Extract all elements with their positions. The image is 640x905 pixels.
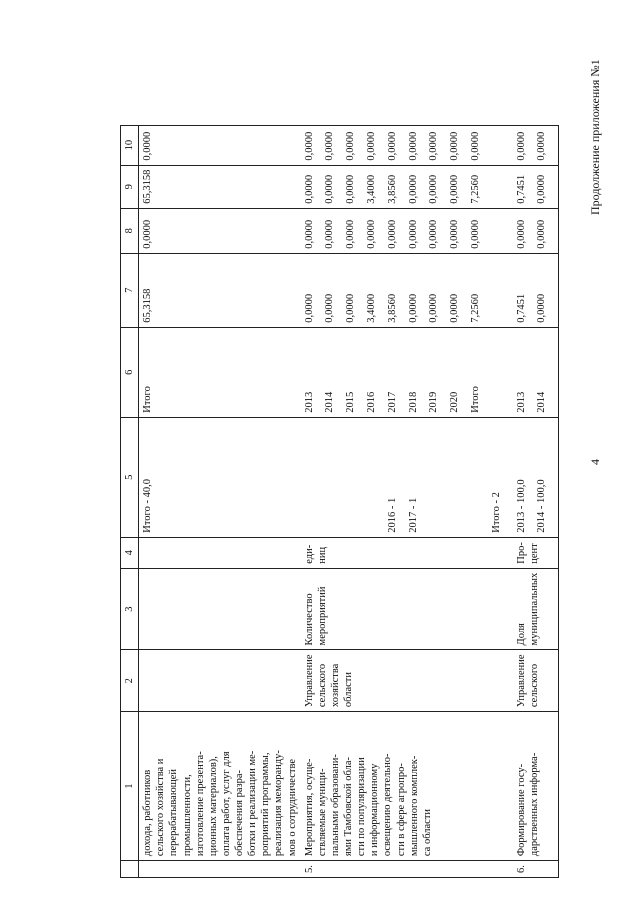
cell-line: 0,0000 bbox=[366, 219, 378, 249]
cell-line: 2018 bbox=[407, 391, 419, 413]
cell-line: 2014 bbox=[324, 391, 336, 413]
cell-line: 0,0000 bbox=[303, 174, 315, 204]
table-cell bbox=[301, 417, 513, 537]
cell-line: муниципальных bbox=[528, 572, 540, 646]
cell-line: 2013 bbox=[515, 391, 527, 413]
cell-line: дохода, работников bbox=[142, 769, 154, 857]
cell-line: 65,3158 bbox=[142, 169, 154, 204]
cell-line: изготовление презента- bbox=[194, 751, 206, 857]
cell-line bbox=[303, 422, 324, 533]
cell-line: 3,4000 bbox=[366, 174, 378, 204]
cell-line: мышленного комплек- bbox=[408, 755, 420, 857]
cell-line: 0,0000 bbox=[324, 131, 336, 161]
cell-line: 2017 - 1 bbox=[407, 497, 419, 533]
cell-line: 0,0000 bbox=[324, 219, 336, 249]
table-cell bbox=[139, 165, 301, 208]
cell-line: еди- bbox=[303, 544, 315, 564]
cell-line: 2013 bbox=[303, 391, 315, 413]
cell-line: 0,7451 bbox=[515, 174, 527, 204]
table-cell bbox=[301, 253, 513, 327]
cell-line: 0,0000 bbox=[515, 131, 527, 161]
cell-line: 0,0000 bbox=[449, 293, 461, 323]
column-header: 1 bbox=[121, 712, 139, 861]
column-header: 9 bbox=[121, 165, 139, 208]
cell-line: 0,0000 bbox=[407, 131, 419, 161]
cell-line: ями Тамбовской обла- bbox=[343, 757, 354, 857]
cell-line: Управление bbox=[515, 654, 527, 708]
cell-line: Про- bbox=[515, 542, 527, 564]
cell-line bbox=[448, 422, 469, 533]
table-cell bbox=[513, 165, 559, 208]
table-cell bbox=[513, 568, 559, 650]
table-row bbox=[139, 125, 301, 877]
cell-line: 2014 - 100,0 bbox=[536, 479, 548, 533]
cell-line: Итого - 40,0 bbox=[142, 479, 154, 533]
cell-line: 0,0000 bbox=[366, 131, 378, 161]
cell-line bbox=[469, 422, 490, 533]
table-cell bbox=[513, 650, 559, 712]
cell-line: Итого bbox=[142, 386, 154, 413]
cell-line: 2017 bbox=[386, 391, 398, 413]
cell-line: 2016 - 1 bbox=[386, 497, 398, 533]
cell-line: Мероприятия, осуще- bbox=[303, 758, 315, 857]
cell-line: 2013 - 100,0 bbox=[515, 479, 527, 533]
cell-line: 7,2560 bbox=[470, 293, 481, 323]
cell-line: 0,0000 bbox=[324, 174, 336, 204]
cell-line: мероприятий bbox=[316, 586, 328, 646]
cell-line: сельского хозяйства и bbox=[155, 758, 167, 857]
cell-line: 2020 bbox=[449, 391, 461, 413]
cell-line: 3,8560 bbox=[386, 174, 398, 204]
cell-line: 2014 bbox=[536, 391, 548, 413]
page-number: 4 bbox=[588, 459, 602, 465]
cell-line: 0,0000 bbox=[345, 219, 357, 249]
cell-line: 0,0000 bbox=[428, 293, 440, 323]
cell-line: освещению деятельно- bbox=[382, 753, 394, 857]
table-cell bbox=[301, 125, 513, 165]
table-body bbox=[139, 125, 559, 877]
table-cell bbox=[513, 417, 559, 537]
cell-line: 2019 bbox=[428, 391, 440, 413]
cell-line: промышленности, bbox=[181, 774, 193, 857]
appendix-heading: Продолжение приложения №1 bbox=[588, 59, 602, 215]
table-cell bbox=[139, 208, 301, 253]
cell-line: 65,3158 bbox=[142, 288, 154, 323]
cell-line: цент bbox=[528, 543, 540, 564]
table-cell bbox=[139, 650, 301, 712]
table-cell bbox=[301, 568, 513, 650]
cell-line: Управление bbox=[303, 654, 315, 708]
row-number: 6. bbox=[513, 861, 559, 878]
cell-line: 0,0000 bbox=[303, 131, 315, 161]
table-cell bbox=[301, 165, 513, 208]
cell-line: 0,0000 bbox=[449, 131, 461, 161]
table-row bbox=[513, 125, 559, 877]
table-cell bbox=[301, 327, 513, 417]
cell-line: 0,0000 bbox=[303, 293, 315, 323]
table-cell bbox=[301, 712, 513, 861]
cell-line: Количество bbox=[303, 593, 315, 646]
table-cell bbox=[139, 417, 301, 537]
table-cell bbox=[513, 208, 559, 253]
table-cell bbox=[301, 650, 513, 712]
column-header: 5 bbox=[121, 417, 139, 537]
column-header: 4 bbox=[121, 537, 139, 568]
table-cell bbox=[139, 537, 301, 568]
cell-line: 0,0000 bbox=[345, 293, 357, 323]
cell-line: хозяйства bbox=[329, 663, 341, 708]
table-cell bbox=[513, 537, 559, 568]
cell-line: ниц bbox=[316, 546, 328, 564]
column-header-blank bbox=[121, 861, 139, 878]
cell-line: сти в сфере агропро- bbox=[395, 763, 407, 857]
cell-line: пальными образовани- bbox=[329, 754, 341, 857]
cell-line: дарственных информа- bbox=[528, 752, 540, 857]
cell-line: 0,0000 bbox=[515, 219, 527, 249]
cell-line: 0,0000 bbox=[470, 131, 481, 161]
cell-line: 0,0000 bbox=[449, 174, 461, 204]
cell-line: реализация меморанду- bbox=[273, 750, 285, 857]
table-cell bbox=[139, 712, 301, 861]
cell-line: 0,0000 bbox=[407, 293, 419, 323]
cell-line: ботки и реализации ме- bbox=[247, 750, 259, 857]
cell-line: 0,0000 bbox=[386, 219, 398, 249]
cell-line: 0,0000 bbox=[536, 293, 548, 323]
cell-line: 0,0000 bbox=[303, 219, 315, 249]
cell-line: сельского bbox=[528, 663, 540, 708]
cell-line bbox=[365, 422, 386, 533]
cell-line: 0,0000 bbox=[428, 131, 440, 161]
cell-line: мов о сотрудничестве bbox=[286, 758, 298, 857]
column-header: 2 bbox=[121, 650, 139, 712]
table-cell bbox=[139, 327, 301, 417]
row-number bbox=[139, 861, 301, 878]
cell-line: 3,8560 bbox=[386, 293, 398, 323]
cell-line: Итого bbox=[470, 386, 481, 413]
table-cell bbox=[513, 712, 559, 861]
cell-line: ционных материалов), bbox=[207, 756, 219, 857]
table-row bbox=[301, 125, 513, 877]
column-header: 3 bbox=[121, 568, 139, 650]
table-cell bbox=[139, 568, 301, 650]
cell-line: роприятий программы, bbox=[260, 752, 272, 857]
cell-line: са области bbox=[421, 808, 433, 857]
table-cell bbox=[513, 327, 559, 417]
program-table bbox=[120, 125, 559, 878]
cell-line: 2016 bbox=[366, 391, 378, 413]
cell-line: 0,0000 bbox=[142, 131, 154, 161]
cell-line: 0,0000 bbox=[428, 174, 440, 204]
cell-line: 3,4000 bbox=[366, 293, 378, 323]
column-header: 6 bbox=[121, 327, 139, 417]
cell-line: 0,0000 bbox=[324, 293, 336, 323]
table-cell bbox=[139, 253, 301, 327]
cell-line: 0,0000 bbox=[345, 131, 357, 161]
cell-line: 0,0000 bbox=[536, 131, 548, 161]
table-cell bbox=[301, 537, 513, 568]
cell-line bbox=[344, 422, 365, 533]
cell-line: оплата работ, услуг для bbox=[220, 751, 232, 857]
table-cell bbox=[139, 125, 301, 165]
cell-line: 0,0000 bbox=[142, 219, 154, 249]
cell-line bbox=[427, 422, 448, 533]
table-cell bbox=[513, 253, 559, 327]
column-header: 10 bbox=[121, 125, 139, 165]
table-cell bbox=[513, 125, 559, 165]
cell-line bbox=[323, 422, 344, 533]
table-cell bbox=[301, 208, 513, 253]
cell-line: ствляемые муници- bbox=[316, 768, 328, 857]
cell-line: 0,0000 bbox=[386, 131, 398, 161]
cell-line: Доля bbox=[515, 623, 527, 646]
cell-line: области bbox=[343, 672, 354, 708]
row-number: 5. bbox=[301, 861, 513, 878]
cell-line: Итого - 2 bbox=[490, 492, 502, 533]
cell-line: 0,0000 bbox=[428, 219, 440, 249]
cell-line: и информационному bbox=[369, 763, 381, 857]
column-header: 7 bbox=[121, 253, 139, 327]
cell-line: Формирование госу- bbox=[515, 763, 527, 857]
cell-line: перерабатывающей bbox=[168, 768, 180, 857]
cell-line: 0,0000 bbox=[470, 219, 481, 249]
column-header: 8 bbox=[121, 208, 139, 253]
cell-line: сти по популяризации bbox=[356, 757, 368, 857]
cell-line: 7,2560 bbox=[470, 174, 481, 204]
cell-line: 0,0000 bbox=[345, 174, 357, 204]
cell-line: 0,7451 bbox=[515, 293, 527, 323]
column-number-row bbox=[121, 125, 139, 877]
cell-line: сельского bbox=[316, 663, 328, 708]
cell-line: 0,0000 bbox=[407, 174, 419, 204]
cell-line: 0,0000 bbox=[449, 219, 461, 249]
cell-line: 2015 bbox=[345, 391, 357, 413]
cell-line: обеспечения разра- bbox=[234, 769, 245, 857]
cell-line: 0,0000 bbox=[407, 219, 419, 249]
cell-line: 0,0000 bbox=[536, 219, 548, 249]
cell-line: 0,0000 bbox=[536, 174, 548, 204]
